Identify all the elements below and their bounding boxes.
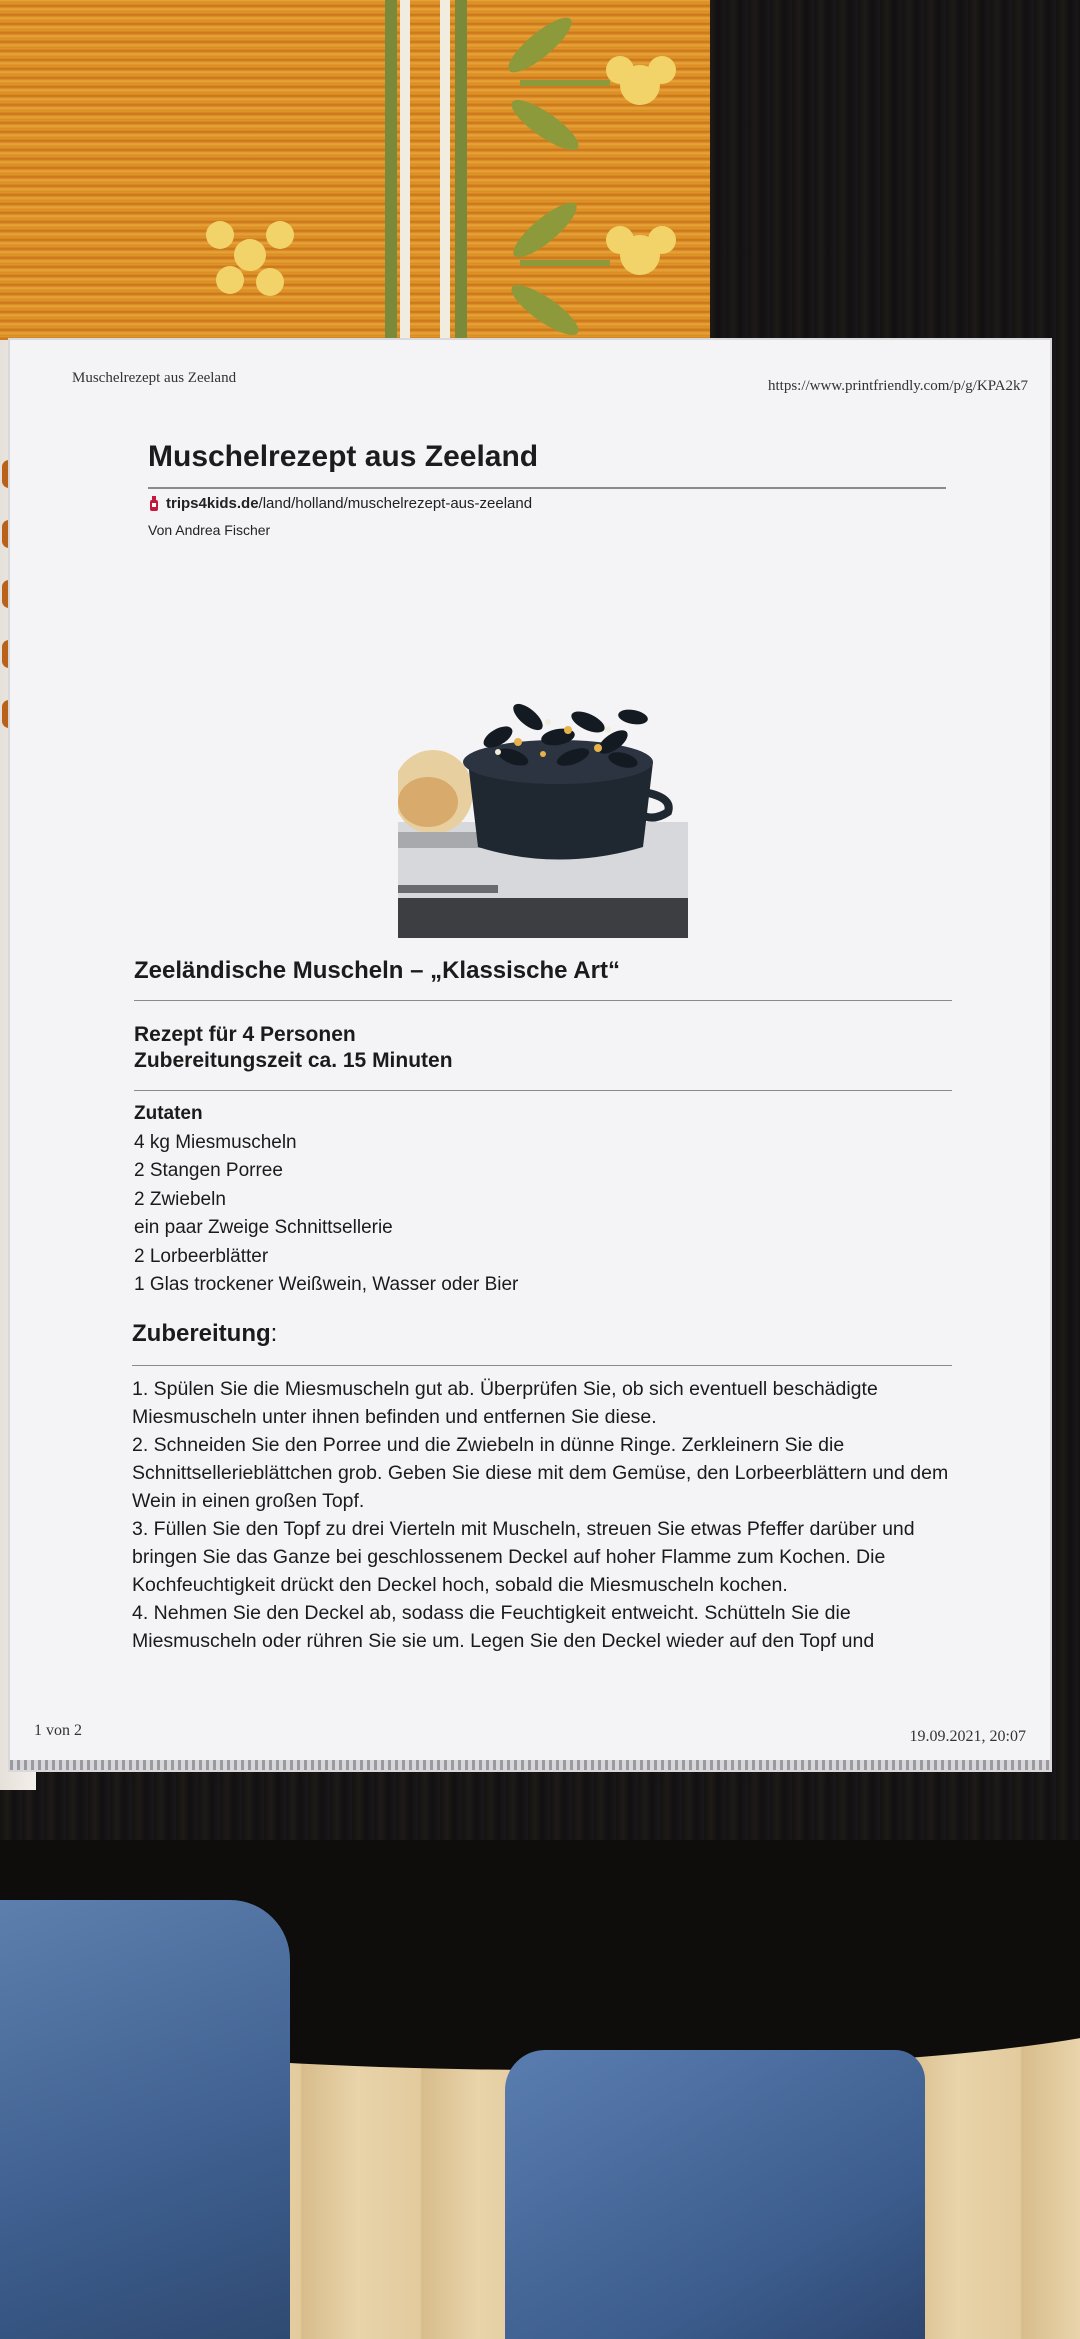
page-counter: 1 von 2 <box>34 1722 82 1739</box>
divider <box>132 1365 952 1366</box>
source-path: /land/holland/muschelrezept-aus-zeeland <box>258 495 533 512</box>
printed-page <box>10 340 1050 1770</box>
sleeve-edge <box>10 1760 1050 1770</box>
serving-size: Rezept für 4 Personen <box>134 1023 356 1046</box>
ingredients-heading: Zutaten <box>134 1103 203 1124</box>
source-link <box>148 495 532 512</box>
print-header-title: Muschelrezept aus Zeeland <box>72 370 237 386</box>
preparation-heading-colon: : <box>270 1320 278 1347</box>
source-host: trips4kids.de <box>166 495 259 512</box>
ingredient-item: 1 Glas trockener Weißwein, Wasser oder Bier <box>134 1274 519 1295</box>
photo-counter-edge <box>398 898 688 938</box>
divider <box>134 1090 952 1091</box>
prep-time: Zubereitungszeit ca. 15 Minuten <box>134 1049 453 1072</box>
print-header-url: https://www.printfriendly.com/p/g/KPA2k7 <box>768 378 1028 394</box>
ingredient-item: 2 Stangen Porree <box>134 1160 283 1181</box>
divider <box>148 487 946 489</box>
step-item: 3. Füllen Sie den Topf zu drei Vierteln mit Muscheln, streuen Sie etwas Pfeffer darüber und bringen Sie das Ganze bei geschlossenem Deckel auf hoher Flamme zum Kochen. Die Kochfeuchtigkeit drückt den Deckel hoch, sobald die Miesmuscheln kochen. <box>132 1518 915 1596</box>
ingredient-item: 2 Lorbeerblätter <box>134 1245 269 1267</box>
recipe-meta <box>134 1022 453 1074</box>
ingredients-list <box>134 1100 518 1300</box>
ingredient-item: 2 Zwiebeln <box>134 1188 226 1210</box>
preparation-heading-text: Zubereitung <box>132 1320 271 1347</box>
preparation-heading <box>132 1320 277 1348</box>
mussels-pot-photo <box>398 682 688 932</box>
placemat-pattern <box>0 0 710 345</box>
right-leg <box>505 2050 925 2339</box>
page-title: Muschelrezept aus Zeeland <box>148 440 539 473</box>
print-timestamp: 19.09.2021, 20:07 <box>909 1728 1026 1745</box>
recipe-subtitle: Zeeländische Muscheln – „Klassische Art“ <box>134 957 620 984</box>
ingredient-item: ein paar Zweige Schnittsellerie <box>134 1217 393 1238</box>
bottle-icon <box>148 496 160 512</box>
divider <box>134 1000 952 1001</box>
step-item: 4. Nehmen Sie den Deckel ab, sodass die Feuchtigkeit entweicht. Schütteln Sie die Miesmuscheln oder rühren Sie sie um. Legen Sie den Deckel wieder auf den Topf und <box>132 1602 875 1652</box>
author: Von Andrea Fischer <box>148 522 271 538</box>
step-item: 2. Schneiden Sie den Porree und die Zwiebeln in dünne Ringe. Zerkleinern Sie die Schnittsellerieblättchen grob. Geben Sie diese mit dem Gemüse, den Lorbeerblättern und dem Wein in einen großen Topf. <box>132 1434 949 1512</box>
step-item: 1. Spülen Sie die Miesmuscheln gut ab. Überprüfen Sie, ob sich eventuell beschädigte Miesmuscheln unter ihnen befinden und entfernen Sie diese. <box>132 1378 878 1428</box>
orange-placemat <box>0 0 710 345</box>
ingredient-item: 4 kg Miesmuscheln <box>134 1131 297 1153</box>
left-leg <box>0 1900 290 2339</box>
preparation-steps <box>132 1375 962 1655</box>
